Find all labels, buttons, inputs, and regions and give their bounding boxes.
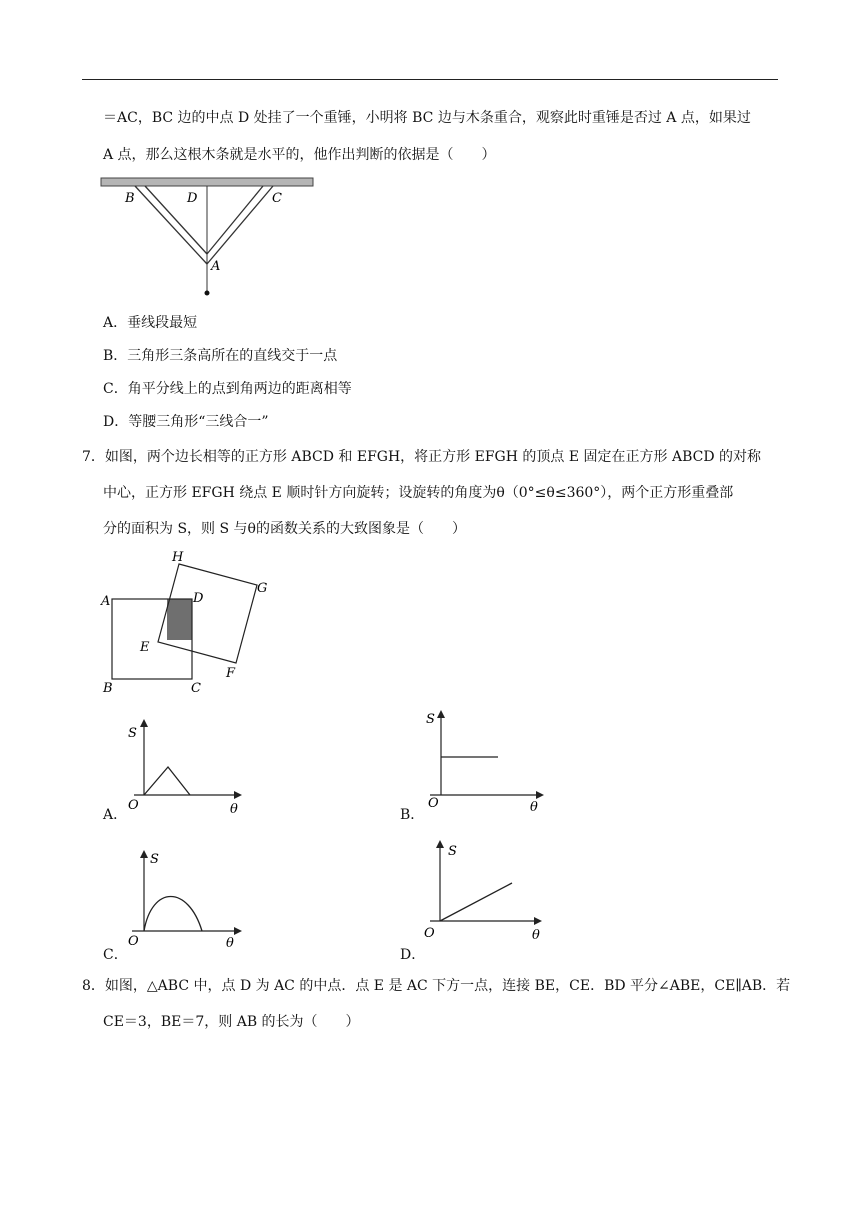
q6-option-b: B．三角形三条高所在的直线交于一点 xyxy=(103,348,338,364)
q7-text-line-3: 分的面积为 S，则 S 与θ的函数关系的大致图象是（ ） xyxy=(103,521,466,537)
q7-option-b-graph xyxy=(420,705,555,815)
q6-option-c: C．角平分线上的点到角两边的距离相等 xyxy=(103,381,352,397)
q8-text-line-2: CE＝3，BE＝7，则 AB 的长为（ ） xyxy=(103,1014,360,1030)
q7-option-a-graph xyxy=(120,715,250,815)
origin-label: O xyxy=(128,798,139,813)
label-b: B xyxy=(103,681,113,695)
q7-option-b-label: B． xyxy=(400,807,425,823)
y-axis-label: S xyxy=(448,844,457,859)
x-axis-label: θ xyxy=(532,928,540,943)
q7-squares-figure xyxy=(95,545,280,695)
origin-label: O xyxy=(128,934,139,949)
q7-option-a-label: A． xyxy=(103,807,128,823)
q7-text-line-1: 7．如图，两个边长相等的正方形 ABCD 和 EFGH，将正方形 EFGH 的顶点 E 固定在正方形 ABCD 的对称 xyxy=(82,449,762,465)
label-c: C xyxy=(191,681,201,695)
label-h: H xyxy=(172,550,184,565)
q8-text-line-1: 8．如图，△ABC 中，点 D 为 AC 的中点．点 E 是 AC 下方一点，连接 BE，CE．BD 平分∠ABE，CE∥AB．若 xyxy=(82,978,791,994)
q6-option-a: A．垂线段最短 xyxy=(103,315,198,331)
q6-text-line-2: A 点，那么这根木条就是水平的，他作出判断的依据是（ ） xyxy=(103,147,496,163)
q7-text-line-2: 中心，正方形 EFGH 绕点 E 顺时针方向旋转；设旋转的角度为θ（0°≤θ≤360°），两个正方形重叠部 xyxy=(103,485,734,501)
q7-option-c-label: C． xyxy=(103,947,128,963)
label-f: F xyxy=(226,666,236,681)
y-axis-label: S xyxy=(426,712,435,727)
x-axis-label: θ xyxy=(226,936,234,951)
label-e: E xyxy=(140,640,150,655)
y-axis-label: S xyxy=(128,726,137,741)
q7-option-d-label: D． xyxy=(400,947,426,963)
arch-curve xyxy=(144,897,202,932)
header-rule xyxy=(82,79,778,80)
triangle-curve xyxy=(144,767,190,795)
label-d: D xyxy=(187,191,198,206)
rising-line xyxy=(440,883,512,921)
origin-label: O xyxy=(428,796,439,811)
label-d: D xyxy=(193,591,204,606)
q7-option-d-graph xyxy=(420,835,555,950)
label-b: B xyxy=(125,191,135,206)
label-g: G xyxy=(257,581,268,596)
y-axis-label: S xyxy=(150,852,159,867)
q6-option-d: D．等腰三角形“三线合一” xyxy=(103,414,269,430)
plumb-bob xyxy=(205,291,210,296)
q6-figure xyxy=(95,172,325,302)
overlap-region xyxy=(167,599,192,640)
x-axis-label: θ xyxy=(230,802,238,815)
x-axis-label: θ xyxy=(530,800,538,815)
q7-option-c-graph xyxy=(120,845,255,955)
label-a: A xyxy=(101,594,111,609)
q6-text-line-1: ＝AC，BC 边的中点 D 处挂了一个重锤，小明将 BC 边与木条重合，观察此时重锤是否过 A 点，如果过 xyxy=(103,110,751,126)
origin-label: O xyxy=(424,926,435,941)
wooden-bar xyxy=(101,178,313,186)
label-a: A xyxy=(211,259,221,274)
label-c: C xyxy=(272,191,282,206)
